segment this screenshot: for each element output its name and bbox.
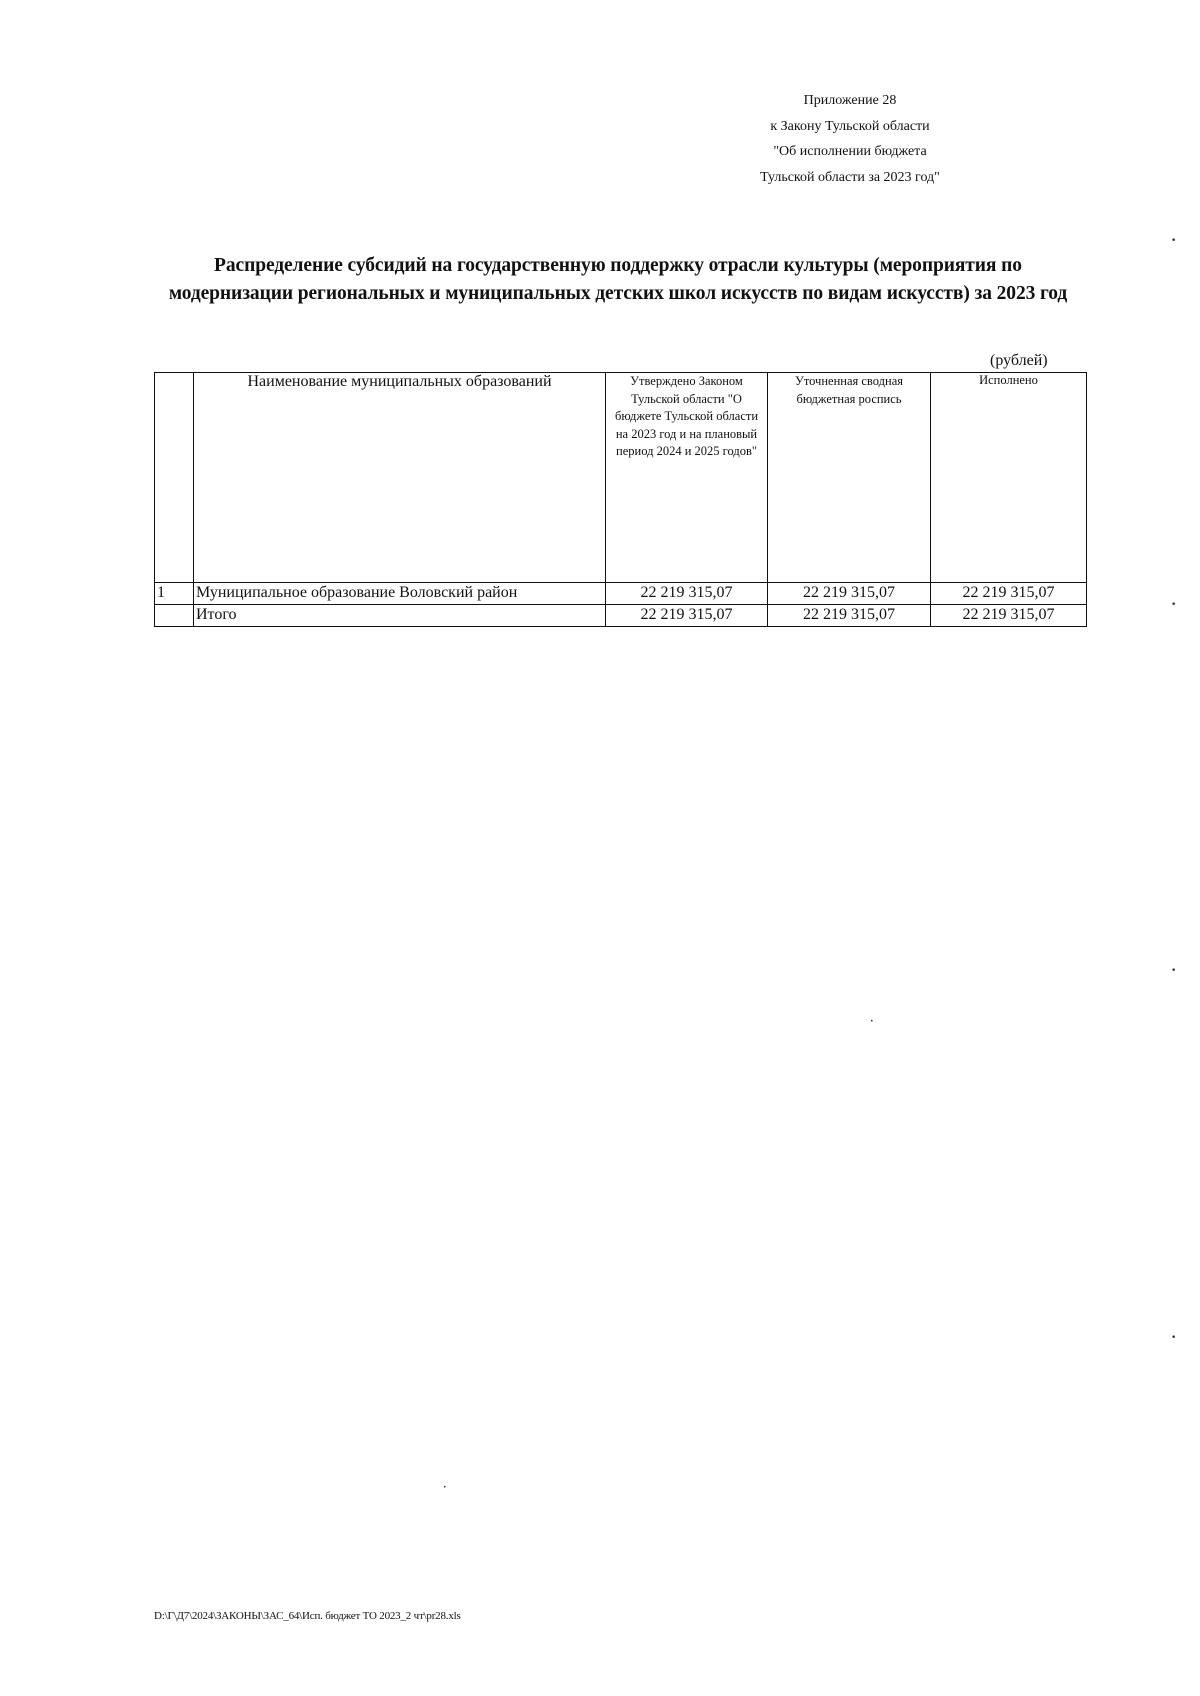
row-executed-value: 22 219 315,07	[931, 583, 1087, 605]
header-number	[155, 373, 194, 583]
total-approved-value: 22 219 315,07	[606, 605, 768, 627]
total-label: Итого	[194, 605, 606, 627]
subsidy-table	[154, 372, 1087, 627]
header-specified-budget: Уточненная сводная бюджетная роспись	[768, 373, 931, 583]
row-specified-value: 22 219 315,07	[768, 583, 931, 605]
scan-speck: •	[870, 1018, 874, 1025]
scan-mark: •	[1171, 966, 1177, 976]
header-executed: Исполнено	[931, 373, 1087, 583]
appendix-line-1: Приложение 28	[803, 93, 897, 108]
header-approved-by-law: Утверждено Законом Тульской области "О бюджете Тульской области на 2023 год и на плановый период 2024 и 2025 годов"	[606, 373, 768, 583]
file-path-footer: D:\Г\Д7\2024\ЗАКОНЫ\ЗАС_64\Исп. бюджет ТО 2023_2 чт\pr28.xls	[154, 1610, 461, 1622]
appendix-block	[700, 88, 1000, 190]
header-municipality-name: Наименование муниципальных образований	[194, 373, 606, 583]
units-label: (рублей)	[990, 352, 1048, 369]
row-number: 1	[155, 583, 194, 605]
table-header-row	[155, 373, 1087, 583]
document-title: Распределение субсидий на государственную поддержку отрасли культуры (мероприятия по модернизации региональных и муниципальных детских школ искусств по видам искусств) за 2023 год	[168, 255, 1068, 304]
total-specified-value: 22 219 315,07	[768, 605, 931, 627]
total-executed-value: 22 219 315,07	[931, 605, 1087, 627]
row-approved-value: 22 219 315,07	[606, 583, 768, 605]
appendix-line-4: Тульской области за 2023 год"	[760, 169, 940, 185]
total-row	[155, 605, 1087, 627]
table-row	[155, 583, 1087, 605]
scan-speck: •	[443, 1484, 447, 1491]
scan-mark: •	[1171, 236, 1177, 246]
row-municipality-name: Муниципальное образование Воловский район	[194, 583, 606, 605]
scan-mark: •	[1171, 600, 1177, 610]
total-number	[155, 605, 194, 627]
scan-mark: •	[1171, 1333, 1177, 1343]
appendix-line-3: "Об исполнении бюджета	[773, 144, 927, 159]
appendix-line-2: к Закону Тульской области	[770, 118, 930, 134]
